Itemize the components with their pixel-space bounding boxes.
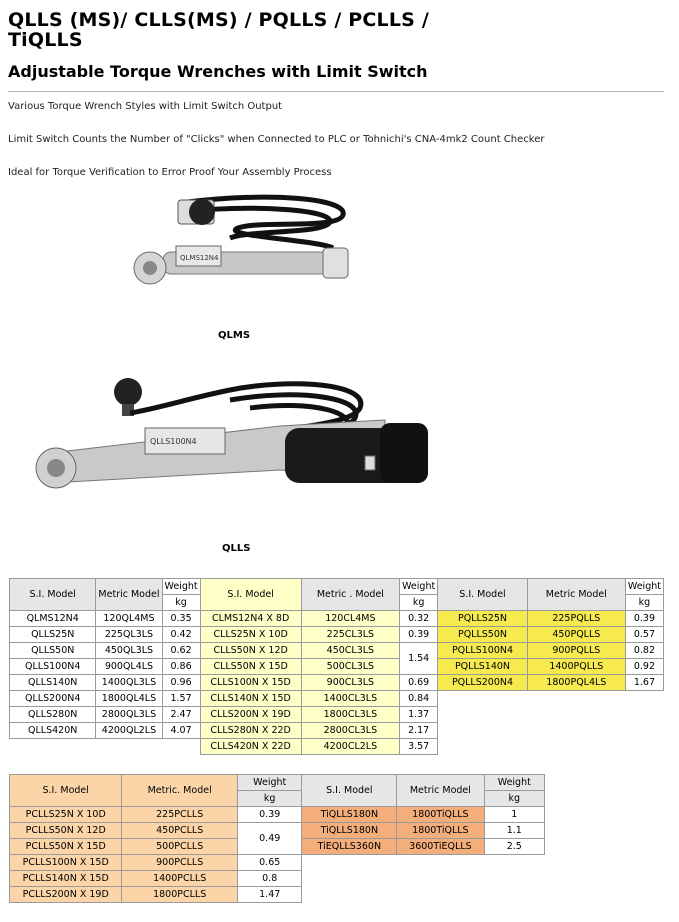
t1-g3-weight: 0.92 — [625, 659, 663, 675]
t1-g2-si: CLLS280N X 22D — [200, 723, 301, 739]
t1-g1-weight: 4.07 — [162, 723, 200, 739]
t1-g1-weight: 0.35 — [162, 611, 200, 627]
t2-header-si: S.I. Model — [10, 775, 122, 807]
t2-header-kg2: kg — [484, 791, 544, 807]
t1-header-kg2: kg — [400, 595, 438, 611]
t1-g1-metric: 900QL4LS — [96, 659, 162, 675]
t2-header-kg: kg — [237, 791, 302, 807]
t1-g2-weight: 0.32 — [400, 611, 438, 627]
page-subtitle: Adjustable Torque Wrenches with Limit Switch — [8, 62, 428, 81]
t1-g2-weight: 1.37 — [400, 707, 438, 723]
t1-g1-si: QLLS140N — [10, 675, 96, 691]
t1-header-weight3: Weight — [625, 579, 663, 595]
table-row — [10, 691, 664, 707]
t2-g1-weight: 0.49 — [237, 823, 302, 855]
t2-g1-si: PCLLS25N X 10D — [10, 807, 122, 823]
t1-g2-si: CLLS100N X 15D — [200, 675, 301, 691]
t1-g1-weight: 0.42 — [162, 627, 200, 643]
t1-g2-weight: 0.84 — [400, 691, 438, 707]
page-title: QLLS (MS)/ CLLS(MS) / PQLLS / PCLLS / TiQLLS — [8, 9, 430, 51]
t1-g2-metric: 900CL3LS — [301, 675, 399, 691]
t1-g1-weight: 0.62 — [162, 643, 200, 659]
t1-g1-si: QLMS12N4 — [10, 611, 96, 627]
t1-g1-si: QLLS100N4 — [10, 659, 96, 675]
t1-header-metric2: Metric . Model — [301, 579, 399, 611]
t1-g3-si: PQLLS140N — [438, 659, 528, 675]
t1-g3-weight: 0.39 — [625, 611, 663, 627]
t1-header-kg3: kg — [625, 595, 663, 611]
table-row — [10, 855, 545, 871]
t1-g3-si: PQLLS50N — [438, 627, 528, 643]
t2-g2-si: TiQLLS180N — [302, 823, 397, 839]
t2-g2-metric: 3600TiEQLLS — [397, 839, 484, 855]
table-row — [10, 807, 545, 823]
t2-g1-metric: 900PCLLS — [122, 855, 238, 871]
t1-header-metric3: Metric Model — [527, 579, 625, 611]
t1-g3-metric: 225PQLLS — [527, 611, 625, 627]
t1-g1-weight: 0.86 — [162, 659, 200, 675]
qlms-photo-label: QLMS12N4 — [180, 254, 219, 262]
t1-g1-si: QLLS280N — [10, 707, 96, 723]
t1-g2-metric: 225CL3LS — [301, 627, 399, 643]
t1-g2-metric: 4200CL2LS — [301, 739, 399, 755]
intro-paragraph-1: Various Torque Wrench Styles with Limit Switch Output — [8, 101, 283, 112]
t1-g1-si: QLLS25N — [10, 627, 96, 643]
table-row — [10, 675, 664, 691]
intro-paragraph-2: Limit Switch Counts the Number of "Clicks" when Connected to PLC or Tohnichi's CNA-4mk2 Count Checker — [8, 134, 545, 145]
t1-g3-si: PQLLS25N — [438, 611, 528, 627]
t1-g1-weight: 0.96 — [162, 675, 200, 691]
t1-g1-si: QLLS200N4 — [10, 691, 96, 707]
t2-g1-metric: 450PCLLS — [122, 823, 238, 839]
t2-g1-si: PCLLS50N X 12D — [10, 823, 122, 839]
intro-paragraph-3: Ideal for Torque Verification to Error Proof Your Assembly Process — [8, 167, 332, 178]
t1-g2-metric: 1400CL3LS — [301, 691, 399, 707]
t1-g2-metric: 120CL4MS — [301, 611, 399, 627]
qlls-wrench-image — [30, 368, 450, 508]
t1-g1-si: QLLS50N — [10, 643, 96, 659]
models-table-1 — [9, 578, 664, 755]
t1-g2-weight: 2.17 — [400, 723, 438, 739]
t2-header-weight2: Weight — [484, 775, 544, 791]
t2-empty — [302, 855, 545, 903]
t2-g2-si: TiQLLS180N — [302, 807, 397, 823]
t1-g2-si: CLLS420N X 22D — [200, 739, 301, 755]
t1-empty-left — [10, 739, 201, 755]
t1-g2-si: CLLS25N X 10D — [200, 627, 301, 643]
t1-g1-metric: 225QL3LS — [96, 627, 162, 643]
models-table-2 — [9, 774, 545, 903]
t1-header-si3: S.I. Model — [438, 579, 528, 611]
t2-g2-weight: 1 — [484, 807, 544, 823]
t2-g2-metric: 1800TiQLLS — [397, 823, 484, 839]
t1-g3-si: PQLLS100N4 — [438, 643, 528, 659]
t1-g1-metric: 450QL3LS — [96, 643, 162, 659]
t1-g1-weight: 2.47 — [162, 707, 200, 723]
t1-g2-weight: 0.69 — [400, 675, 438, 691]
t1-g2-si: CLLS200N X 19D — [200, 707, 301, 723]
t1-g2-metric: 500CL3LS — [301, 659, 399, 675]
t2-g1-weight: 1.47 — [237, 887, 302, 903]
t1-g2-weight: 0.39 — [400, 627, 438, 643]
t1-g3-weight: 0.82 — [625, 643, 663, 659]
t2-g1-si: PCLLS50N X 15D — [10, 839, 122, 855]
t2-g2-si: TiEQLLS360N — [302, 839, 397, 855]
table-row — [10, 823, 545, 839]
t1-g3-weight: 1.67 — [625, 675, 663, 691]
table-row — [10, 627, 664, 643]
t1-g1-metric: 1800QL4LS — [96, 691, 162, 707]
t1-g3-weight: 0.57 — [625, 627, 663, 643]
t1-g2-si: CLLS50N X 12D — [200, 643, 301, 659]
table-row — [10, 643, 664, 659]
t2-g1-metric: 500PCLLS — [122, 839, 238, 855]
t1-header-metric: Metric Model — [96, 579, 162, 611]
t1-g2-si: CLLS140N X 15D — [200, 691, 301, 707]
t2-g1-metric: 225PCLLS — [122, 807, 238, 823]
t2-g2-weight: 1.1 — [484, 823, 544, 839]
t1-header-weight: Weight — [162, 579, 200, 595]
t1-g1-si: QLLS420N — [10, 723, 96, 739]
t1-g1-metric: 2800QL3LS — [96, 707, 162, 723]
t1-g3-metric: 450PQLLS — [527, 627, 625, 643]
t2-g1-si: PCLLS100N X 15D — [10, 855, 122, 871]
t1-header-kg: kg — [162, 595, 200, 611]
t1-g1-weight: 1.57 — [162, 691, 200, 707]
t1-g2-weight: 1.54 — [400, 643, 438, 675]
divider — [8, 91, 664, 92]
t1-g3-si: PQLLS200N4 — [438, 675, 528, 691]
qlms-wrench-image — [118, 190, 358, 305]
qlls-photo-label: QLLS100N4 — [150, 437, 197, 446]
t1-g1-metric: 4200QL2LS — [96, 723, 162, 739]
t2-header-metric2: Metric Model — [397, 775, 484, 807]
t1-empty — [438, 691, 664, 755]
t1-g2-si: CLMS12N4 X 8D — [200, 611, 301, 627]
t1-g2-si: CLLS50N X 15D — [200, 659, 301, 675]
t2-g2-metric: 1800TiQLLS — [397, 807, 484, 823]
t2-header-si2: S.I. Model — [302, 775, 397, 807]
t1-g2-metric: 1800CL3LS — [301, 707, 399, 723]
table-row — [10, 659, 664, 675]
t1-g2-metric: 450CL3LS — [301, 643, 399, 659]
t2-g1-weight: 0.65 — [237, 855, 302, 871]
t1-header-si2: S.I. Model — [200, 579, 301, 611]
t1-g1-metric: 1400QL3LS — [96, 675, 162, 691]
t2-g1-weight: 0.8 — [237, 871, 302, 887]
t2-header-metric: Metric. Model — [122, 775, 238, 807]
t1-g2-metric: 2800CL3LS — [301, 723, 399, 739]
t2-g1-metric: 1800PCLLS — [122, 887, 238, 903]
qlls-caption: QLLS — [222, 543, 251, 554]
t1-g3-metric: 1400PQLLS — [527, 659, 625, 675]
table-row — [10, 611, 664, 627]
t1-g3-metric: 900PQLLS — [527, 643, 625, 659]
t1-header-weight2: Weight — [400, 579, 438, 595]
t1-header-si: S.I. Model — [10, 579, 96, 611]
qlms-caption: QLMS — [218, 330, 251, 341]
t2-header-weight: Weight — [237, 775, 302, 791]
t2-g1-si: PCLLS200N X 19D — [10, 887, 122, 903]
t2-g1-weight: 0.39 — [237, 807, 302, 823]
t1-g3-metric: 1800PQL4LS — [527, 675, 625, 691]
t2-g1-si: PCLLS140N X 15D — [10, 871, 122, 887]
t1-g2-weight: 3.57 — [400, 739, 438, 755]
t2-g2-weight: 2.5 — [484, 839, 544, 855]
t2-g1-metric: 1400PCLLS — [122, 871, 238, 887]
t1-g1-metric: 120QL4MS — [96, 611, 162, 627]
